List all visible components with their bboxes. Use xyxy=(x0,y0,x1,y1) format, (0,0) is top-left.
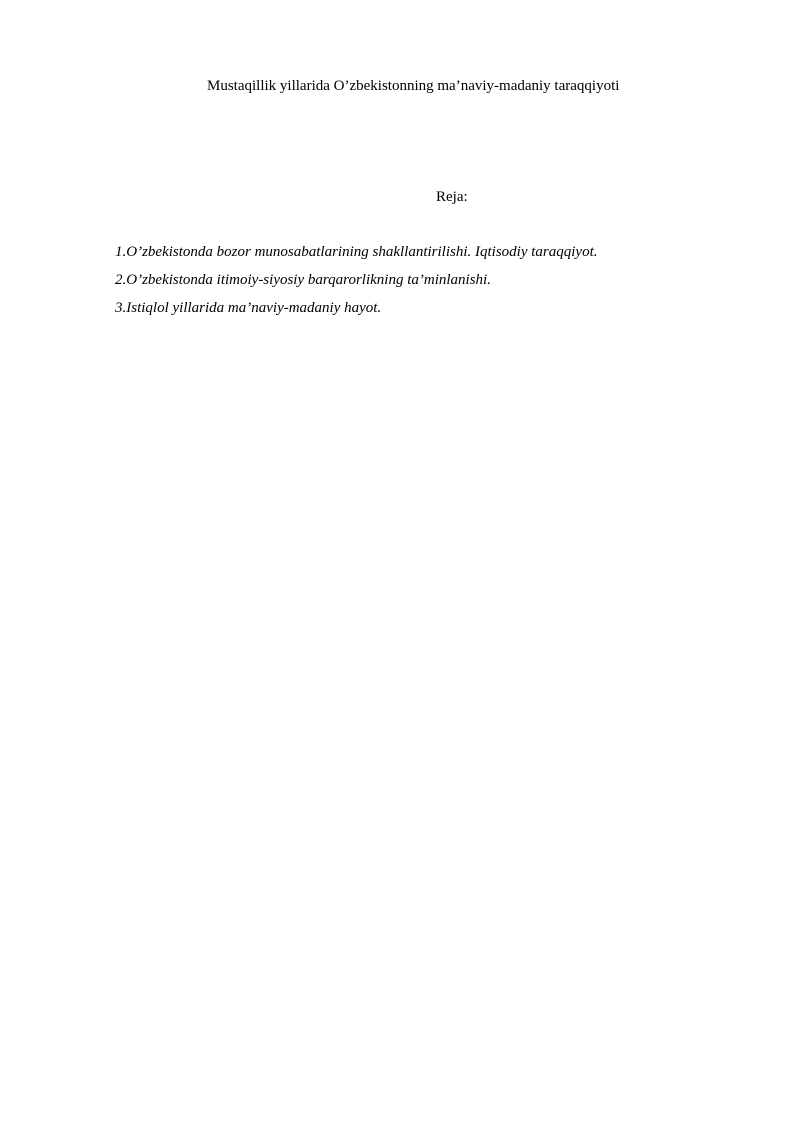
plan-item: 3.Istiqlol yillarida ma’naviy-madaniy hayot. xyxy=(115,300,382,316)
plan-list xyxy=(115,242,598,326)
plan-heading: Reja: xyxy=(436,189,468,205)
document-title: Mustaqillik yillarida O’zbekistonning ma’naviy-madaniy taraqqiyoti xyxy=(207,78,620,94)
plan-item: 1.O’zbekistonda bozor munosabatlarining shakllantirilishi. Iqtisodiy taraqqiyot. xyxy=(115,244,598,260)
plan-item: 2.O’zbekistonda itimoiy-siyosiy barqarorlikning ta’minlanishi. xyxy=(115,272,491,288)
